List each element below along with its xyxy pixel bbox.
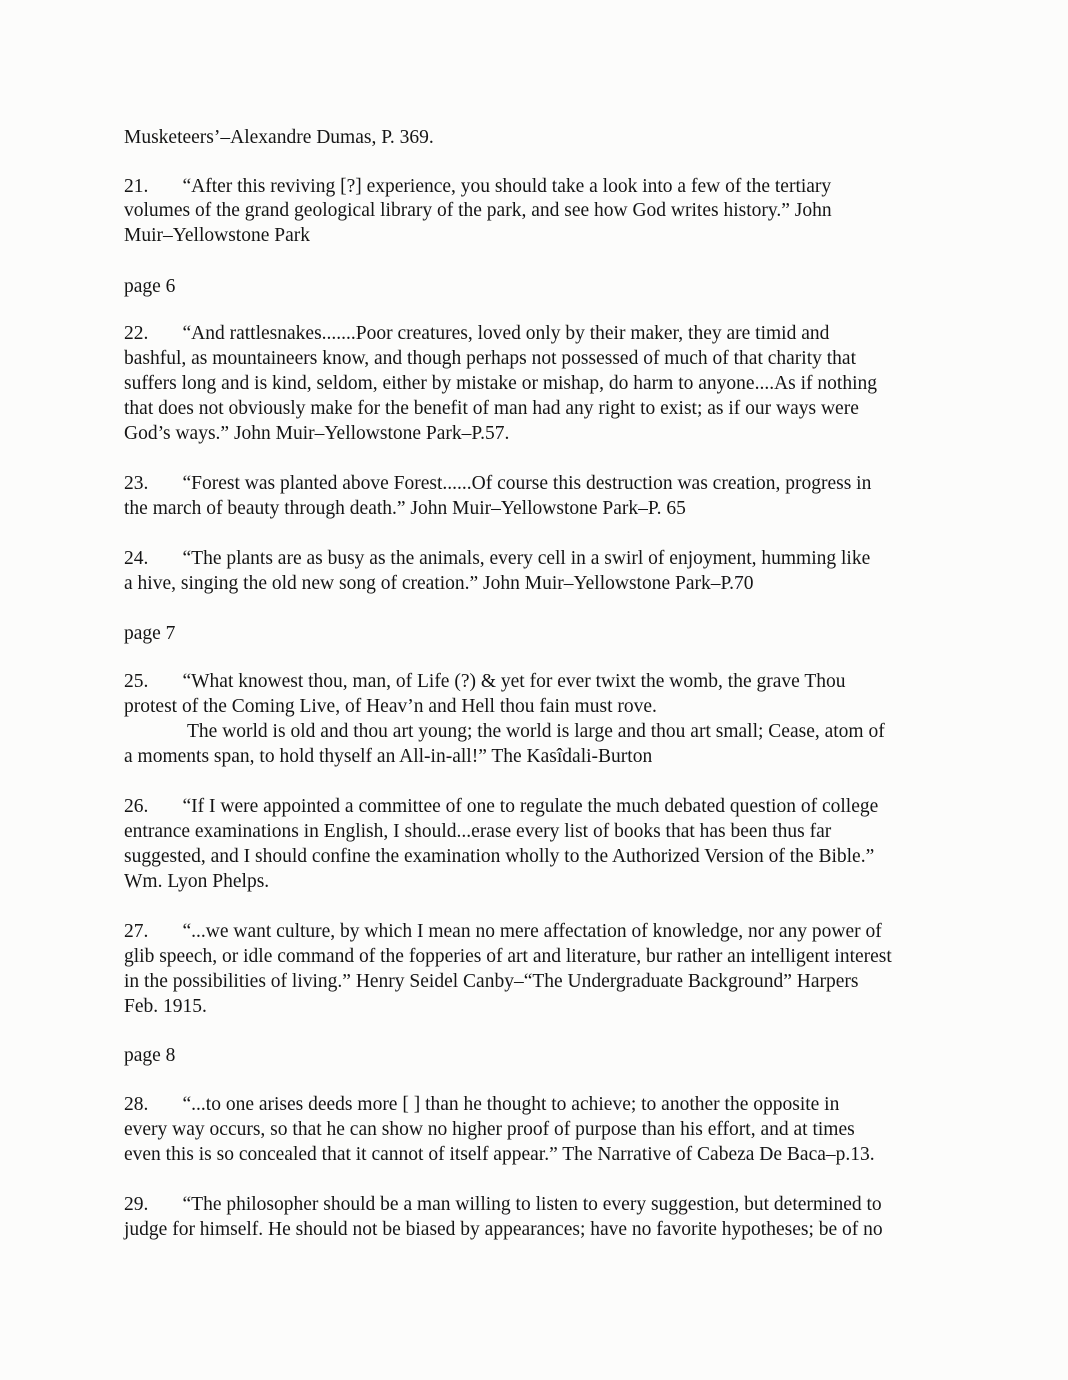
entry-25-line: 25. “What knowest thou, man, of Life (?) & yet for ever twixt the womb, the grave Thou [124,671,846,692]
text-line: bashful, as mountaineers know, and though perhaps not possessed of much of that charity that [124,348,856,369]
page-marker: page 6 [124,276,176,297]
text-line: judge for himself. He should not be biased by appearances; have no favorite hypotheses; be of no [124,1219,883,1240]
text-line: Musketeers’–Alexandre Dumas, P. 369. [124,127,434,148]
text-line: suffers long and is kind, seldom, either by mistake or mishap, do harm to anyone....As if nothing [124,373,877,394]
text-line: even this is so concealed that it cannot of itself appear.” The Narrative of Cabeza De Baca–p.13. [124,1144,875,1165]
entry-26-line: 26. “If I were appointed a committee of one to regulate the much debated question of college [124,796,879,817]
text-line: volumes of the grand geological library of the park, and see how God writes history.” John [124,200,832,221]
page-marker: page 7 [124,623,176,644]
text-line: Wm. Lyon Phelps. [124,871,270,892]
text-line: that does not obviously make for the benefit of man had any right to exist; as if our ways were [124,398,859,419]
entry-27-line: 27. “...we want culture, by which I mean no mere affectation of knowledge, nor any power of [124,921,882,942]
text-line: protest of the Coming Live, of Heav’n and Hell thou fain must rove. [124,696,657,717]
text-line: Feb. 1915. [124,996,207,1017]
text-line: suggested, and I should confine the examination wholly to the Authorized Version of the Bible.” [124,846,875,867]
entry-21-line: 21. “After this reviving [?] experience, you should take a look into a few of the tertiary [124,176,832,197]
text-line: entrance examinations in English, I should...erase every list of books that has been thus far [124,821,832,842]
entry-29-line: 29. “The philosopher should be a man willing to listen to every suggestion, but determined to [124,1194,882,1215]
text-line: a moments span, to hold thyself an All-in-all!” The Kasîdali-Burton [124,746,653,767]
text-line: glib speech, or idle command of the fopperies of art and literature, bur rather an intelligent interest [124,946,892,967]
text-line: a hive, singing the old new song of creation.” John Muir–Yellowstone Park–P.70 [124,573,754,594]
entry-28-line: 28. “...to one arises deeds more [ ] than he thought to achieve; to another the opposite in [124,1094,840,1115]
text-line: in the possibilities of living.” Henry Seidel Canby–“The Undergraduate Background” Harpers [124,971,859,992]
page-marker: page 8 [124,1045,176,1066]
entry-23-line: 23. “Forest was planted above Forest......Of course this destruction was creation, progress in [124,473,872,494]
entry-24-line: 24. “The plants are as busy as the animals, every cell in a swirl of enjoyment, humming like [124,548,871,569]
text-line: the march of beauty through death.” John Muir–Yellowstone Park–P. 65 [124,498,686,519]
text-line: God’s ways.” John Muir–Yellowstone Park–P.57. [124,423,510,444]
entry-22-line: 22. “And rattlesnakes.......Poor creatures, loved only by their maker, they are timid and [124,323,830,344]
text-line: The world is old and thou art young; the world is large and thou art small; Cease, atom of [187,721,885,742]
text-line: every way occurs, so that he can show no higher proof of purpose than his effort, and at times [124,1119,855,1140]
text-line: Muir–Yellowstone Park [124,225,310,246]
